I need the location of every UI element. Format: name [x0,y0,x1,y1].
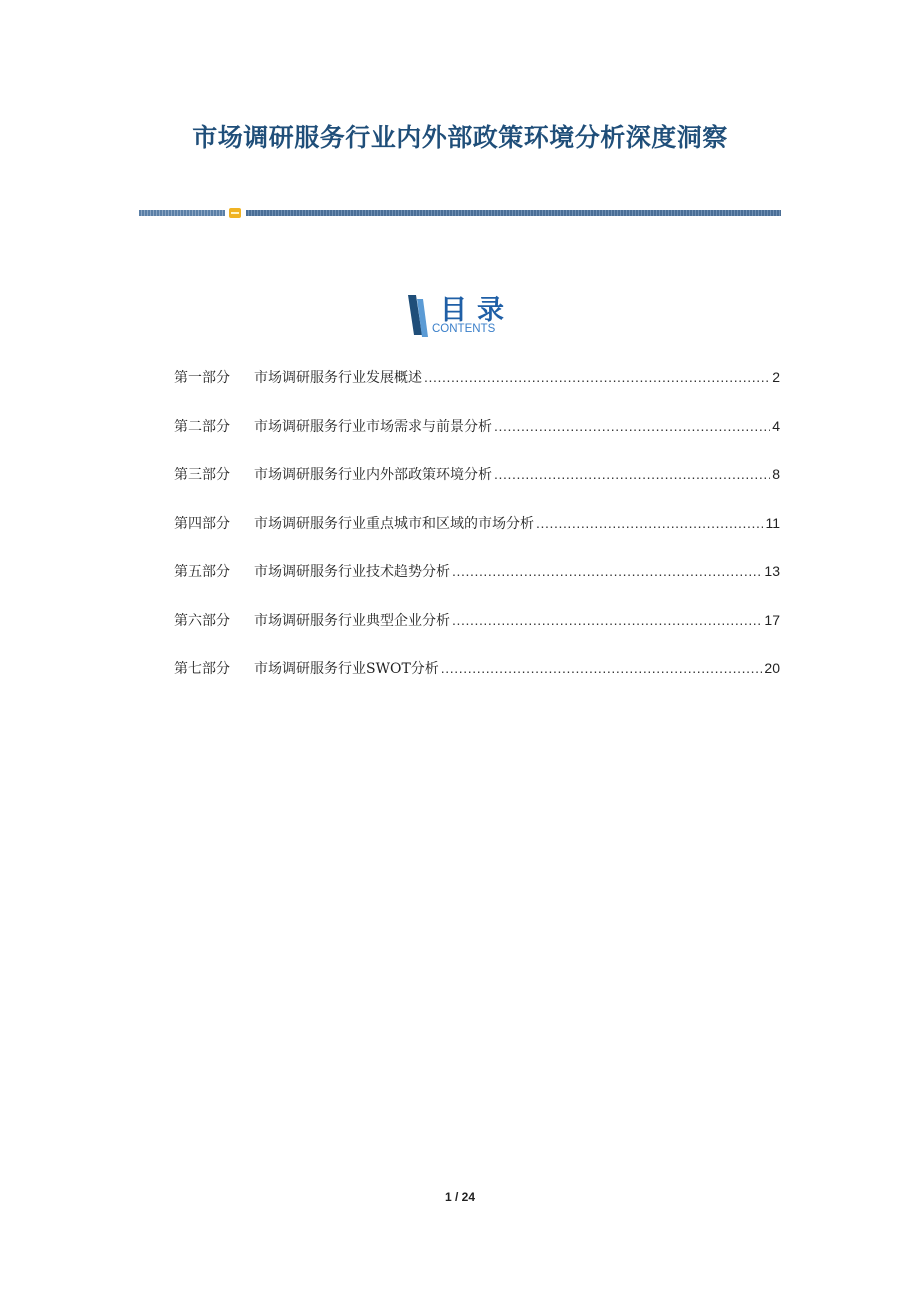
toc-entry-title: 市场调研服务行业内外部政策环境分析 [254,467,492,483]
toc-leader-dots [494,466,770,482]
toc-part-label: 第五部分 [174,564,230,580]
toc-entry-title: 市场调研服务行业市场需求与前景分析 [254,418,492,435]
toc-leader-dots [494,418,770,434]
toc-entry[interactable] [174,658,780,707]
page-number: 1 / 24 [444,1190,476,1204]
toc-entry-title: 市场调研服务行业发展概述 [254,370,422,386]
toc-page-number: 13 [764,563,780,579]
toc-entry[interactable] [174,464,780,513]
toc-leader-dots [424,369,770,385]
toc-page-number: 20 [764,660,780,676]
toc-entry[interactable] [174,561,780,610]
toc-page-number: 4 [772,417,780,434]
toc-part-label: 第三部分 [174,467,230,483]
toc-entry[interactable] [174,513,780,562]
toc-part-label: 第七部分 [174,661,230,677]
book-icon [408,295,432,337]
toc-entry[interactable] [174,367,780,416]
toc-page-number: 17 [764,611,780,628]
toc-part-label: 第六部分 [174,612,230,629]
toc-leader-dots [536,515,763,531]
toc-entry-title: 市场调研服务行业技术趋势分析 [254,564,450,580]
toc-page-number: 2 [772,369,780,385]
toc-leader-dots [452,612,762,628]
divider-left-bar [139,210,225,216]
toc-subtitle: CONTENTS [432,323,496,335]
toc-heading [408,292,528,342]
divider-emblem-icon [229,208,241,218]
toc-entry-title: 市场调研服务行业重点城市和区域的市场分析 [254,515,534,532]
toc-part-label: 第四部分 [174,515,230,532]
toc-leader-dots [452,563,762,579]
title-divider [139,208,781,218]
toc-entry-title: 市场调研服务行业典型企业分析 [254,612,450,629]
toc-page-number: 11 [765,514,780,531]
toc-entry[interactable] [174,416,780,465]
toc-title: 目录 [440,295,514,326]
toc-page-number: 8 [772,466,780,482]
toc-part-label: 第一部分 [174,370,230,386]
document-title: 市场调研服务行业内外部政策环境分析深度洞察 [192,123,728,152]
toc-part-label: 第二部分 [174,418,230,435]
toc-entry-title: 市场调研服务行业SWOT分析 [254,661,439,677]
divider-right-bar [246,210,781,216]
toc-list [174,367,780,707]
toc-leader-dots [441,660,763,676]
toc-entry[interactable] [174,610,780,659]
